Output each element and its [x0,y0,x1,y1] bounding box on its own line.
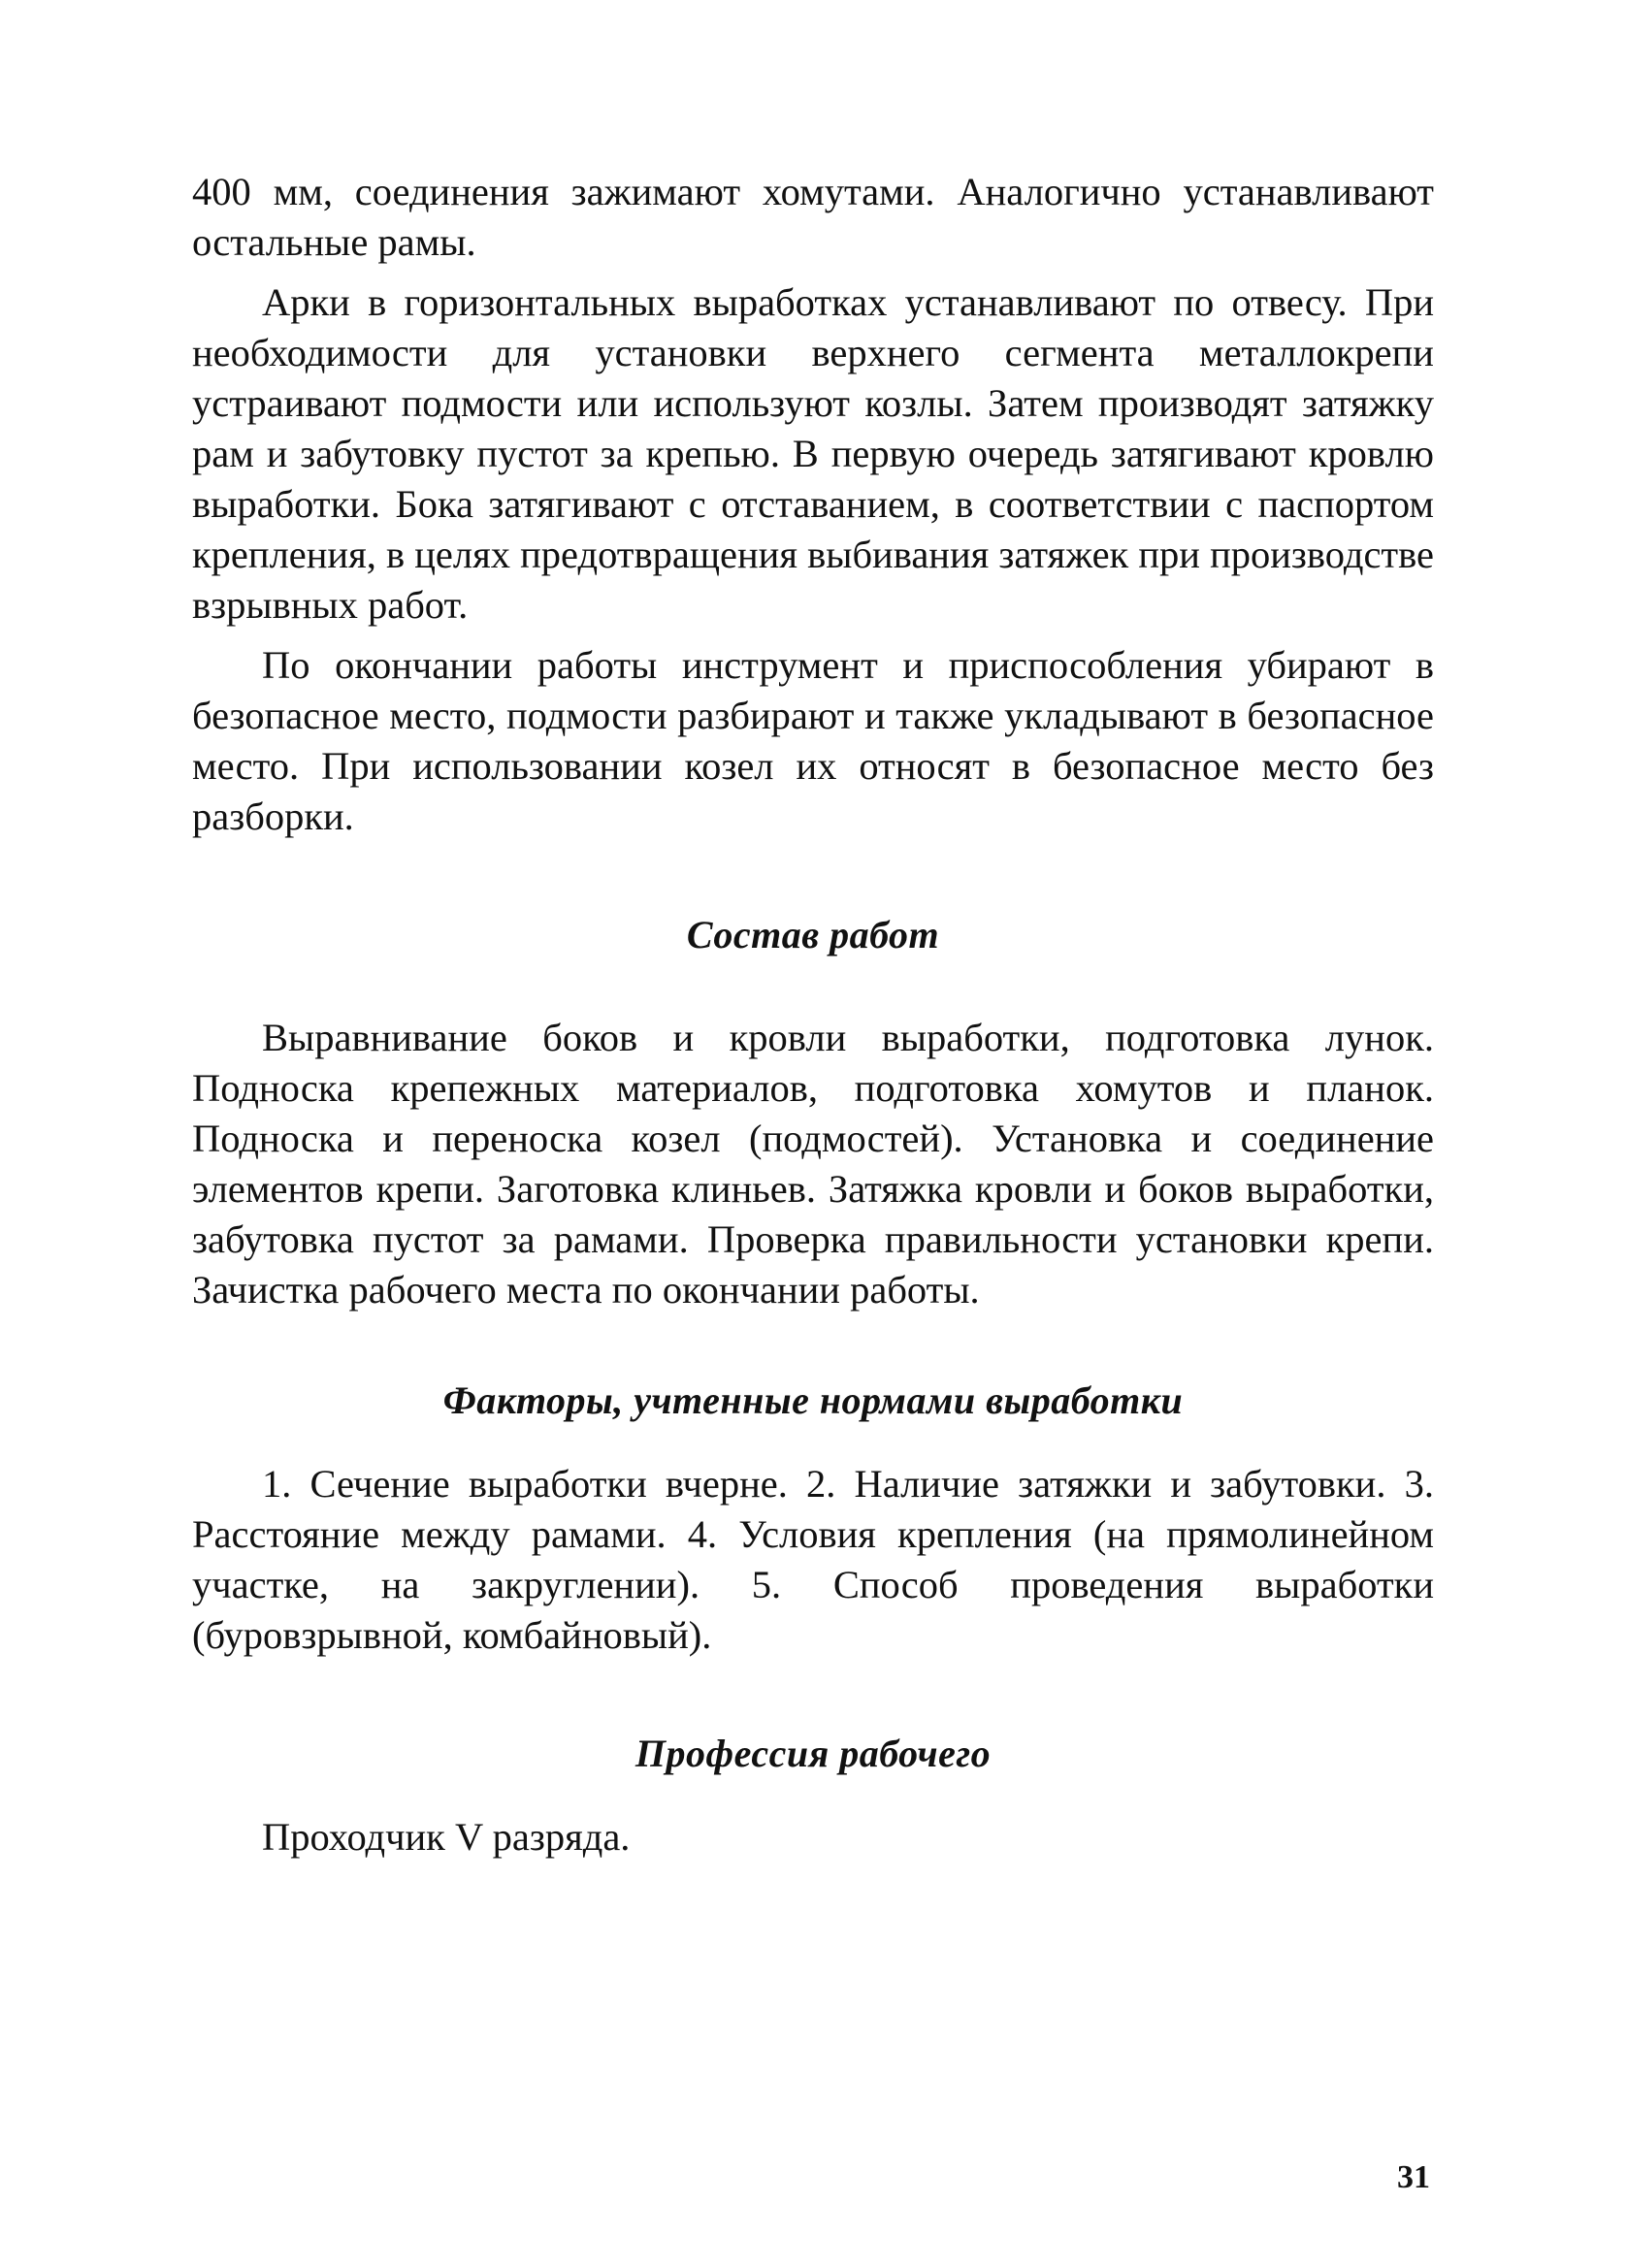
heading-composition: Состав работ [686,913,940,956]
page-number: 31 [1397,2159,1430,2195]
paragraph-composition: Выравнивание боков и кровли выработки, подготовка лунок. Подноска крепежных материалов, подготовка хомутов и планок. Подноска и переноска козел (подмостей). Установка и соединение элементов крепи. Заготовка клиньев. Затяжка кровли и боков выработки, забутовка пустот за рамами. Проверка правильности установки крепи. Зачистка рабочего места по окончании работы. [192,1016,1434,1312]
paragraph-profession: Проходчик V разряда. [262,1815,631,1859]
paragraph-factors: 1. Сечение выработки вчерне. 2. Наличие затяжки и забутовки. 3. Расстояние между рамами. 4. Условия крепления (на прямолинейном участке, на закруглении). 5. Способ проведения выработки (буровзрывной, комбайновый). [192,1462,1434,1657]
page-body [192,167,1434,1863]
paragraph-cleanup: По окончании работы инструмент и приспособления убирают в безопасное место, подмости разбирают и также укладывают в безопасное место. При использовании козел их относят в безопасное место без разборки. [192,643,1434,838]
paragraph-arches: Арки в горизонтальных выработках устанавливают по отвесу. При необходимости для установки верхнего сегмента металлокрепи устраивают подмости или используют козлы. Затем производят затяжку рам и забутовку пустот за крепью. В первую очередь затягивают кровлю выработки. Бока затягивают с отставанием, в соответствии с паспортом крепления, в целях предотвращения выбивания затяжек при производстве взрывных работ. [192,280,1434,627]
heading-profession: Профессия рабочего [635,1732,992,1775]
paragraph-continuation: 400 мм, соединения зажимают хомутами. Аналогично устанавливают остальные рамы. [192,170,1434,264]
heading-factors: Факторы, учтенные нормами выработки [442,1378,1184,1422]
